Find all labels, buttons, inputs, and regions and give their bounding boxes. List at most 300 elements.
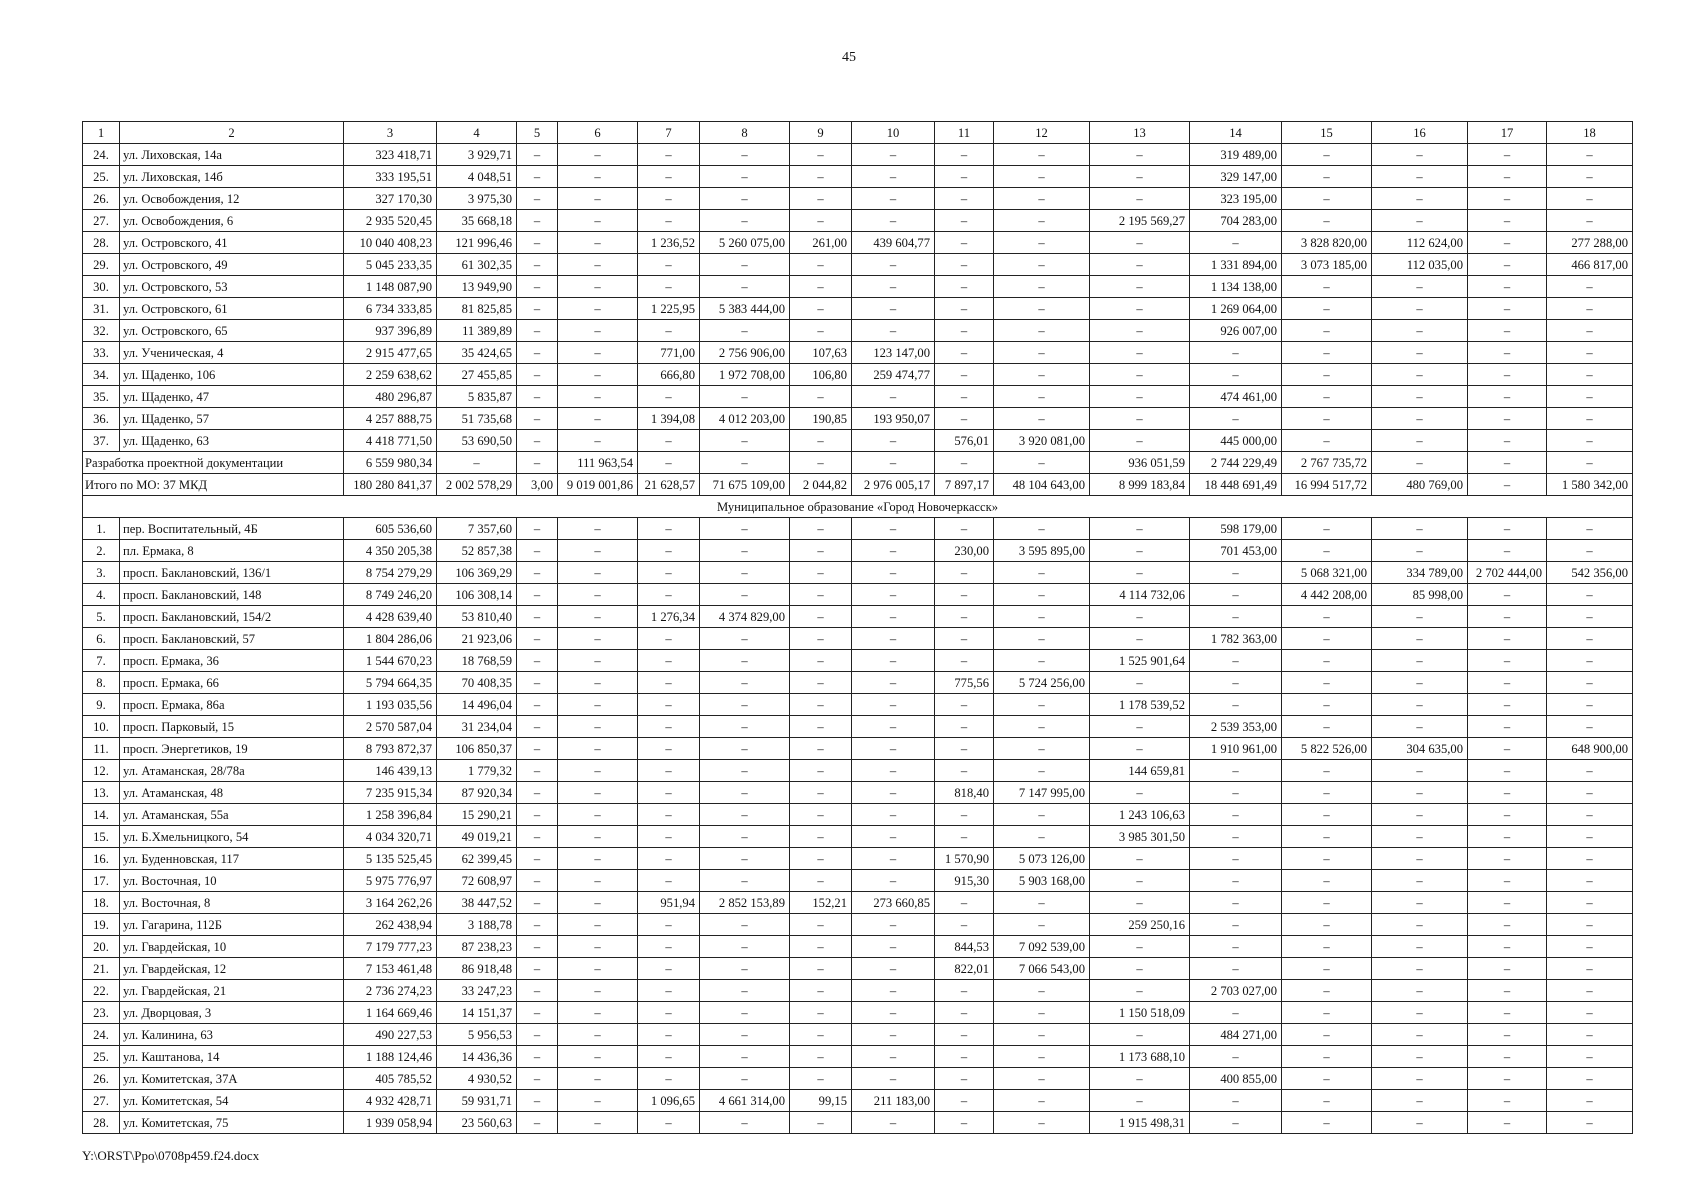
table-cell: – xyxy=(935,738,994,760)
table-cell: 72 608,97 xyxy=(437,870,517,892)
table-cell: 144 659,81 xyxy=(1090,760,1190,782)
table-cell: – xyxy=(558,936,638,958)
table-cell: – xyxy=(558,694,638,716)
table-cell: – xyxy=(700,980,790,1002)
table-cell: – xyxy=(935,144,994,166)
table-cell: – xyxy=(558,892,638,914)
table-cell: – xyxy=(558,1068,638,1090)
table-cell: – xyxy=(994,980,1090,1002)
table-cell: 17 xyxy=(1468,122,1547,144)
table-cell: 146 439,13 xyxy=(344,760,437,782)
table-cell: – xyxy=(1372,716,1468,738)
table-row xyxy=(83,826,1633,848)
table-cell: – xyxy=(1468,408,1547,430)
table-cell: – xyxy=(935,232,994,254)
table-cell: – xyxy=(852,584,935,606)
table-cell: – xyxy=(994,364,1090,386)
table-row xyxy=(83,364,1633,386)
table-cell: – xyxy=(1282,188,1372,210)
table-cell: – xyxy=(790,166,852,188)
table-cell: – xyxy=(852,782,935,804)
table-cell: – xyxy=(790,1046,852,1068)
table-cell: 490 227,53 xyxy=(344,1024,437,1046)
table-cell: – xyxy=(558,320,638,342)
table-cell: 2 915 477,65 xyxy=(344,342,437,364)
table-cell: 180 280 841,37 xyxy=(344,474,437,496)
table-cell: 542 356,00 xyxy=(1547,562,1633,584)
table-row xyxy=(83,188,1633,210)
table-cell: 14 496,04 xyxy=(437,694,517,716)
table-cell: – xyxy=(1282,1112,1372,1134)
table-cell: 5 045 233,35 xyxy=(344,254,437,276)
table-cell: – xyxy=(852,210,935,232)
table-cell: – xyxy=(790,320,852,342)
table-cell: – xyxy=(1372,430,1468,452)
table-cell: – xyxy=(1547,1024,1633,1046)
table-cell: – xyxy=(1282,1068,1372,1090)
table-cell: – xyxy=(935,826,994,848)
table-cell: – xyxy=(935,1068,994,1090)
table-cell: – xyxy=(935,166,994,188)
table-cell: – xyxy=(1372,320,1468,342)
table-cell: – xyxy=(1468,672,1547,694)
table-cell: 16 994 517,72 xyxy=(1282,474,1372,496)
table-cell: – xyxy=(700,870,790,892)
table-cell: – xyxy=(790,188,852,210)
table-cell: – xyxy=(935,452,994,474)
table-cell: – xyxy=(852,386,935,408)
table-cell: – xyxy=(558,826,638,848)
table-cell: 304 635,00 xyxy=(1372,738,1468,760)
table-cell: 38 447,52 xyxy=(437,892,517,914)
table-cell: – xyxy=(1090,408,1190,430)
table-cell: – xyxy=(517,936,558,958)
table-cell: – xyxy=(558,848,638,870)
table-cell: пер. Воспитательный, 4Б xyxy=(120,518,344,540)
table-cell: – xyxy=(1468,738,1547,760)
table-cell: 439 604,77 xyxy=(852,232,935,254)
table-cell: 822,01 xyxy=(935,958,994,980)
table-cell: – xyxy=(935,342,994,364)
table-cell: – xyxy=(852,1068,935,1090)
table-cell: – xyxy=(558,716,638,738)
table-cell: – xyxy=(1372,1068,1468,1090)
table-cell: 1 225,95 xyxy=(638,298,700,320)
table-cell: 1 544 670,23 xyxy=(344,650,437,672)
table-cell: – xyxy=(1468,584,1547,606)
table-cell: – xyxy=(1282,320,1372,342)
table-cell: 19. xyxy=(83,914,120,936)
table-cell: – xyxy=(700,320,790,342)
table-cell: – xyxy=(790,848,852,870)
table-cell: 323 418,71 xyxy=(344,144,437,166)
table-cell: 273 660,85 xyxy=(852,892,935,914)
table-cell: – xyxy=(935,650,994,672)
table-cell: пл. Ермака, 8 xyxy=(120,540,344,562)
table-cell: – xyxy=(638,386,700,408)
table-cell: – xyxy=(1372,606,1468,628)
table-cell: 261,00 xyxy=(790,232,852,254)
table-cell: 701 453,00 xyxy=(1190,540,1282,562)
table-cell: 2 570 587,04 xyxy=(344,716,437,738)
table-cell: 576,01 xyxy=(935,430,994,452)
table-cell: – xyxy=(1282,958,1372,980)
table-cell: – xyxy=(790,144,852,166)
table-row xyxy=(83,298,1633,320)
table-cell: – xyxy=(1090,606,1190,628)
table-cell: 1 580 342,00 xyxy=(1547,474,1633,496)
table-row xyxy=(83,760,1633,782)
table-cell: 24. xyxy=(83,144,120,166)
table-cell: ул. Островского, 41 xyxy=(120,232,344,254)
table-cell: – xyxy=(1190,1046,1282,1068)
table-cell: – xyxy=(935,584,994,606)
table-cell: – xyxy=(1547,342,1633,364)
table-cell: 30. xyxy=(83,276,120,298)
table-cell: Итого по МО: 37 МКД xyxy=(83,474,344,496)
table-cell: – xyxy=(437,452,517,474)
table-cell: – xyxy=(994,1112,1090,1134)
table-cell: – xyxy=(517,518,558,540)
table-cell: – xyxy=(935,320,994,342)
table-cell: 3 985 301,50 xyxy=(1090,826,1190,848)
table-cell: – xyxy=(1547,936,1633,958)
table-cell: – xyxy=(517,408,558,430)
table-cell: – xyxy=(1090,386,1190,408)
table-cell: – xyxy=(994,408,1090,430)
table-cell: 1 134 138,00 xyxy=(1190,276,1282,298)
table-cell: – xyxy=(638,562,700,584)
table-cell: – xyxy=(1282,760,1372,782)
table-cell: – xyxy=(1282,144,1372,166)
table-cell: 24. xyxy=(83,1024,120,1046)
table-cell: – xyxy=(935,914,994,936)
table-cell: 8 xyxy=(700,122,790,144)
table-cell: – xyxy=(1282,166,1372,188)
table-cell: – xyxy=(1090,1090,1190,1112)
table-cell: – xyxy=(558,210,638,232)
table-cell: – xyxy=(994,518,1090,540)
table-cell: – xyxy=(852,452,935,474)
table-cell: – xyxy=(700,716,790,738)
table-cell: – xyxy=(1372,342,1468,364)
table-cell: – xyxy=(1372,452,1468,474)
table-cell: – xyxy=(994,166,1090,188)
table-cell: – xyxy=(1090,628,1190,650)
table-cell: – xyxy=(1372,804,1468,826)
table-cell: – xyxy=(700,584,790,606)
table-cell: – xyxy=(1468,342,1547,364)
table-cell: 3 929,71 xyxy=(437,144,517,166)
table-cell: – xyxy=(994,804,1090,826)
table-row xyxy=(83,408,1633,430)
table-cell: – xyxy=(700,166,790,188)
table-cell: – xyxy=(558,584,638,606)
table-cell: – xyxy=(1547,672,1633,694)
table-cell: 28. xyxy=(83,232,120,254)
table-cell: – xyxy=(1190,760,1282,782)
table-cell: – xyxy=(1372,364,1468,386)
table-cell: – xyxy=(1547,1068,1633,1090)
table-cell: – xyxy=(852,694,935,716)
table-cell: 6. xyxy=(83,628,120,650)
table-cell: – xyxy=(790,1068,852,1090)
table-cell: – xyxy=(790,276,852,298)
table-cell: 193 950,07 xyxy=(852,408,935,430)
table-cell: – xyxy=(790,650,852,672)
table-cell: – xyxy=(1547,144,1633,166)
table-cell: – xyxy=(1190,650,1282,672)
page-number: 45 xyxy=(842,50,856,65)
table-cell: 648 900,00 xyxy=(1547,738,1633,760)
table-cell: – xyxy=(1282,980,1372,1002)
table-cell: – xyxy=(1282,210,1372,232)
table-cell: – xyxy=(790,584,852,606)
table-cell: – xyxy=(558,408,638,430)
table-cell: – xyxy=(935,408,994,430)
table-cell: 70 408,35 xyxy=(437,672,517,694)
table-cell: 14. xyxy=(83,804,120,826)
table-cell: – xyxy=(1468,606,1547,628)
table-cell: 81 825,85 xyxy=(437,298,517,320)
table-row xyxy=(83,254,1633,276)
table-cell: 23. xyxy=(83,1002,120,1024)
table-cell: – xyxy=(700,1024,790,1046)
table-cell: – xyxy=(1090,166,1190,188)
table-cell: 152,21 xyxy=(790,892,852,914)
table-cell: – xyxy=(1547,870,1633,892)
table-cell: – xyxy=(790,782,852,804)
table-cell: просп. Баклановский, 136/1 xyxy=(120,562,344,584)
table-cell: – xyxy=(1547,276,1633,298)
table-cell: – xyxy=(994,716,1090,738)
table-cell: – xyxy=(517,1112,558,1134)
table-cell: – xyxy=(517,1090,558,1112)
table-cell: – xyxy=(517,430,558,452)
table-cell: – xyxy=(1547,628,1633,650)
table-cell: – xyxy=(1190,1112,1282,1134)
table-row xyxy=(83,144,1633,166)
table-cell: – xyxy=(790,210,852,232)
table-cell: – xyxy=(558,298,638,320)
table-cell: – xyxy=(1372,188,1468,210)
table-cell: 7 xyxy=(638,122,700,144)
table-cell: просп. Баклановский, 154/2 xyxy=(120,606,344,628)
table-cell: 15. xyxy=(83,826,120,848)
table-cell: 18 448 691,49 xyxy=(1190,474,1282,496)
table-cell: – xyxy=(852,650,935,672)
table-cell: – xyxy=(790,1024,852,1046)
table-cell: 35 668,18 xyxy=(437,210,517,232)
table-cell: 1 269 064,00 xyxy=(1190,298,1282,320)
table-cell: 51 735,68 xyxy=(437,408,517,430)
table-cell: – xyxy=(935,188,994,210)
table-cell: ул. Лиховская, 14а xyxy=(120,144,344,166)
table-cell: – xyxy=(1547,584,1633,606)
table-cell: ул. Восточная, 8 xyxy=(120,892,344,914)
table-cell: – xyxy=(852,628,935,650)
table-cell: – xyxy=(1547,716,1633,738)
table-cell: – xyxy=(700,1112,790,1134)
table-cell: – xyxy=(852,672,935,694)
table-cell: – xyxy=(935,980,994,1002)
table-cell: 5 956,53 xyxy=(437,1024,517,1046)
table-cell: 13 xyxy=(1090,122,1190,144)
table-cell: 62 399,45 xyxy=(437,848,517,870)
table-cell: – xyxy=(852,760,935,782)
table-cell: – xyxy=(1468,518,1547,540)
table-cell: 771,00 xyxy=(638,342,700,364)
table-row xyxy=(83,694,1633,716)
table-cell: – xyxy=(700,276,790,298)
table-cell: – xyxy=(517,166,558,188)
table-cell: – xyxy=(1190,606,1282,628)
table-cell: 327 170,30 xyxy=(344,188,437,210)
table-cell: 27. xyxy=(83,210,120,232)
table-cell: просп. Ермака, 66 xyxy=(120,672,344,694)
table-cell: ул. Гвардейская, 21 xyxy=(120,980,344,1002)
table-cell: – xyxy=(852,518,935,540)
table-cell: 1 779,32 xyxy=(437,760,517,782)
table-row xyxy=(83,848,1633,870)
table-cell: – xyxy=(638,980,700,1002)
table-cell: – xyxy=(1372,518,1468,540)
table-cell: 121 996,46 xyxy=(437,232,517,254)
table-cell: – xyxy=(700,518,790,540)
table-cell: – xyxy=(1090,254,1190,276)
table-cell: 1 236,52 xyxy=(638,232,700,254)
table-cell: 13 949,90 xyxy=(437,276,517,298)
table-cell: – xyxy=(638,672,700,694)
table-cell: ул. Островского, 61 xyxy=(120,298,344,320)
table-cell: – xyxy=(558,232,638,254)
table-cell: – xyxy=(517,562,558,584)
table-cell: – xyxy=(700,144,790,166)
table-cell: 4 932 428,71 xyxy=(344,1090,437,1112)
table-cell: 12 xyxy=(994,122,1090,144)
table-cell: 4 930,52 xyxy=(437,1068,517,1090)
table-cell: – xyxy=(638,650,700,672)
table-cell: – xyxy=(1372,276,1468,298)
table-cell: 5 xyxy=(517,122,558,144)
table-cell: 85 998,00 xyxy=(1372,584,1468,606)
table-cell: – xyxy=(852,958,935,980)
table-cell: – xyxy=(700,1068,790,1090)
table-cell: – xyxy=(1282,826,1372,848)
table-cell: – xyxy=(517,386,558,408)
table-cell: – xyxy=(1282,914,1372,936)
table-cell: – xyxy=(1547,540,1633,562)
table-cell: – xyxy=(558,188,638,210)
table-cell: – xyxy=(1468,1024,1547,1046)
table-cell: – xyxy=(700,562,790,584)
table-cell: – xyxy=(1372,958,1468,980)
table-cell: – xyxy=(994,298,1090,320)
table-cell: – xyxy=(558,562,638,584)
table-cell: 7 153 461,48 xyxy=(344,958,437,980)
table-row xyxy=(83,716,1633,738)
table-cell: 323 195,00 xyxy=(1190,188,1282,210)
table-cell: – xyxy=(1468,870,1547,892)
table-cell: – xyxy=(517,540,558,562)
table-cell: – xyxy=(852,914,935,936)
table-cell: – xyxy=(1090,342,1190,364)
table-cell: 211 183,00 xyxy=(852,1090,935,1112)
table-cell: – xyxy=(852,276,935,298)
table-cell: – xyxy=(1090,276,1190,298)
table-row xyxy=(83,166,1633,188)
table-cell: – xyxy=(1282,672,1372,694)
table-cell: – xyxy=(517,628,558,650)
table-cell: – xyxy=(1547,298,1633,320)
table-cell: 3 595 895,00 xyxy=(994,540,1090,562)
table-cell: ул. Атаманская, 28/78а xyxy=(120,760,344,782)
table-cell: 1 193 035,56 xyxy=(344,694,437,716)
table-cell: – xyxy=(852,936,935,958)
table-cell: 3 828 820,00 xyxy=(1282,232,1372,254)
table-cell: – xyxy=(700,760,790,782)
table-cell: ул. Щаденко, 63 xyxy=(120,430,344,452)
table-cell: 466 817,00 xyxy=(1547,254,1633,276)
table-cell: – xyxy=(700,386,790,408)
table-cell: 951,94 xyxy=(638,892,700,914)
table-cell: – xyxy=(638,694,700,716)
table-cell: 5 835,87 xyxy=(437,386,517,408)
table-cell: – xyxy=(935,518,994,540)
table-cell: – xyxy=(1372,892,1468,914)
table-cell: – xyxy=(1090,848,1190,870)
table-row xyxy=(83,606,1633,628)
table-cell: 818,40 xyxy=(935,782,994,804)
table-cell: – xyxy=(1468,782,1547,804)
table-cell: – xyxy=(1372,980,1468,1002)
table-cell: 190,85 xyxy=(790,408,852,430)
table-cell: – xyxy=(1547,320,1633,342)
table-cell: 4 374 829,00 xyxy=(700,606,790,628)
table-cell: – xyxy=(790,804,852,826)
table-cell: – xyxy=(1282,298,1372,320)
table-cell: – xyxy=(700,958,790,980)
table-cell: – xyxy=(517,254,558,276)
table-cell: 87 920,34 xyxy=(437,782,517,804)
table-cell: 31. xyxy=(83,298,120,320)
table-cell: – xyxy=(1547,606,1633,628)
table-cell: – xyxy=(558,672,638,694)
table-cell: 2 044,82 xyxy=(790,474,852,496)
table-cell: ул. Восточная, 10 xyxy=(120,870,344,892)
table-cell: – xyxy=(790,518,852,540)
table-cell: – xyxy=(1468,650,1547,672)
table-cell: – xyxy=(638,1002,700,1024)
table-cell: 6 xyxy=(558,122,638,144)
table-cell: – xyxy=(1090,188,1190,210)
table-cell: – xyxy=(1372,694,1468,716)
table-cell: ул. Буденновская, 117 xyxy=(120,848,344,870)
table-cell: ул. Освобождения, 12 xyxy=(120,188,344,210)
table-cell: – xyxy=(638,936,700,958)
table-cell: – xyxy=(1372,1112,1468,1134)
table-cell: – xyxy=(1190,408,1282,430)
table-cell: – xyxy=(1468,826,1547,848)
table-cell: – xyxy=(1468,364,1547,386)
table-cell: – xyxy=(852,804,935,826)
table-cell: 474 461,00 xyxy=(1190,386,1282,408)
file-path-footer: Y:\ORST\Ppo\0708p459.f24.docx xyxy=(82,1148,260,1163)
table-cell: – xyxy=(1282,804,1372,826)
table-cell: 8. xyxy=(83,672,120,694)
table-cell: – xyxy=(1547,364,1633,386)
table-cell: 10 040 408,23 xyxy=(344,232,437,254)
